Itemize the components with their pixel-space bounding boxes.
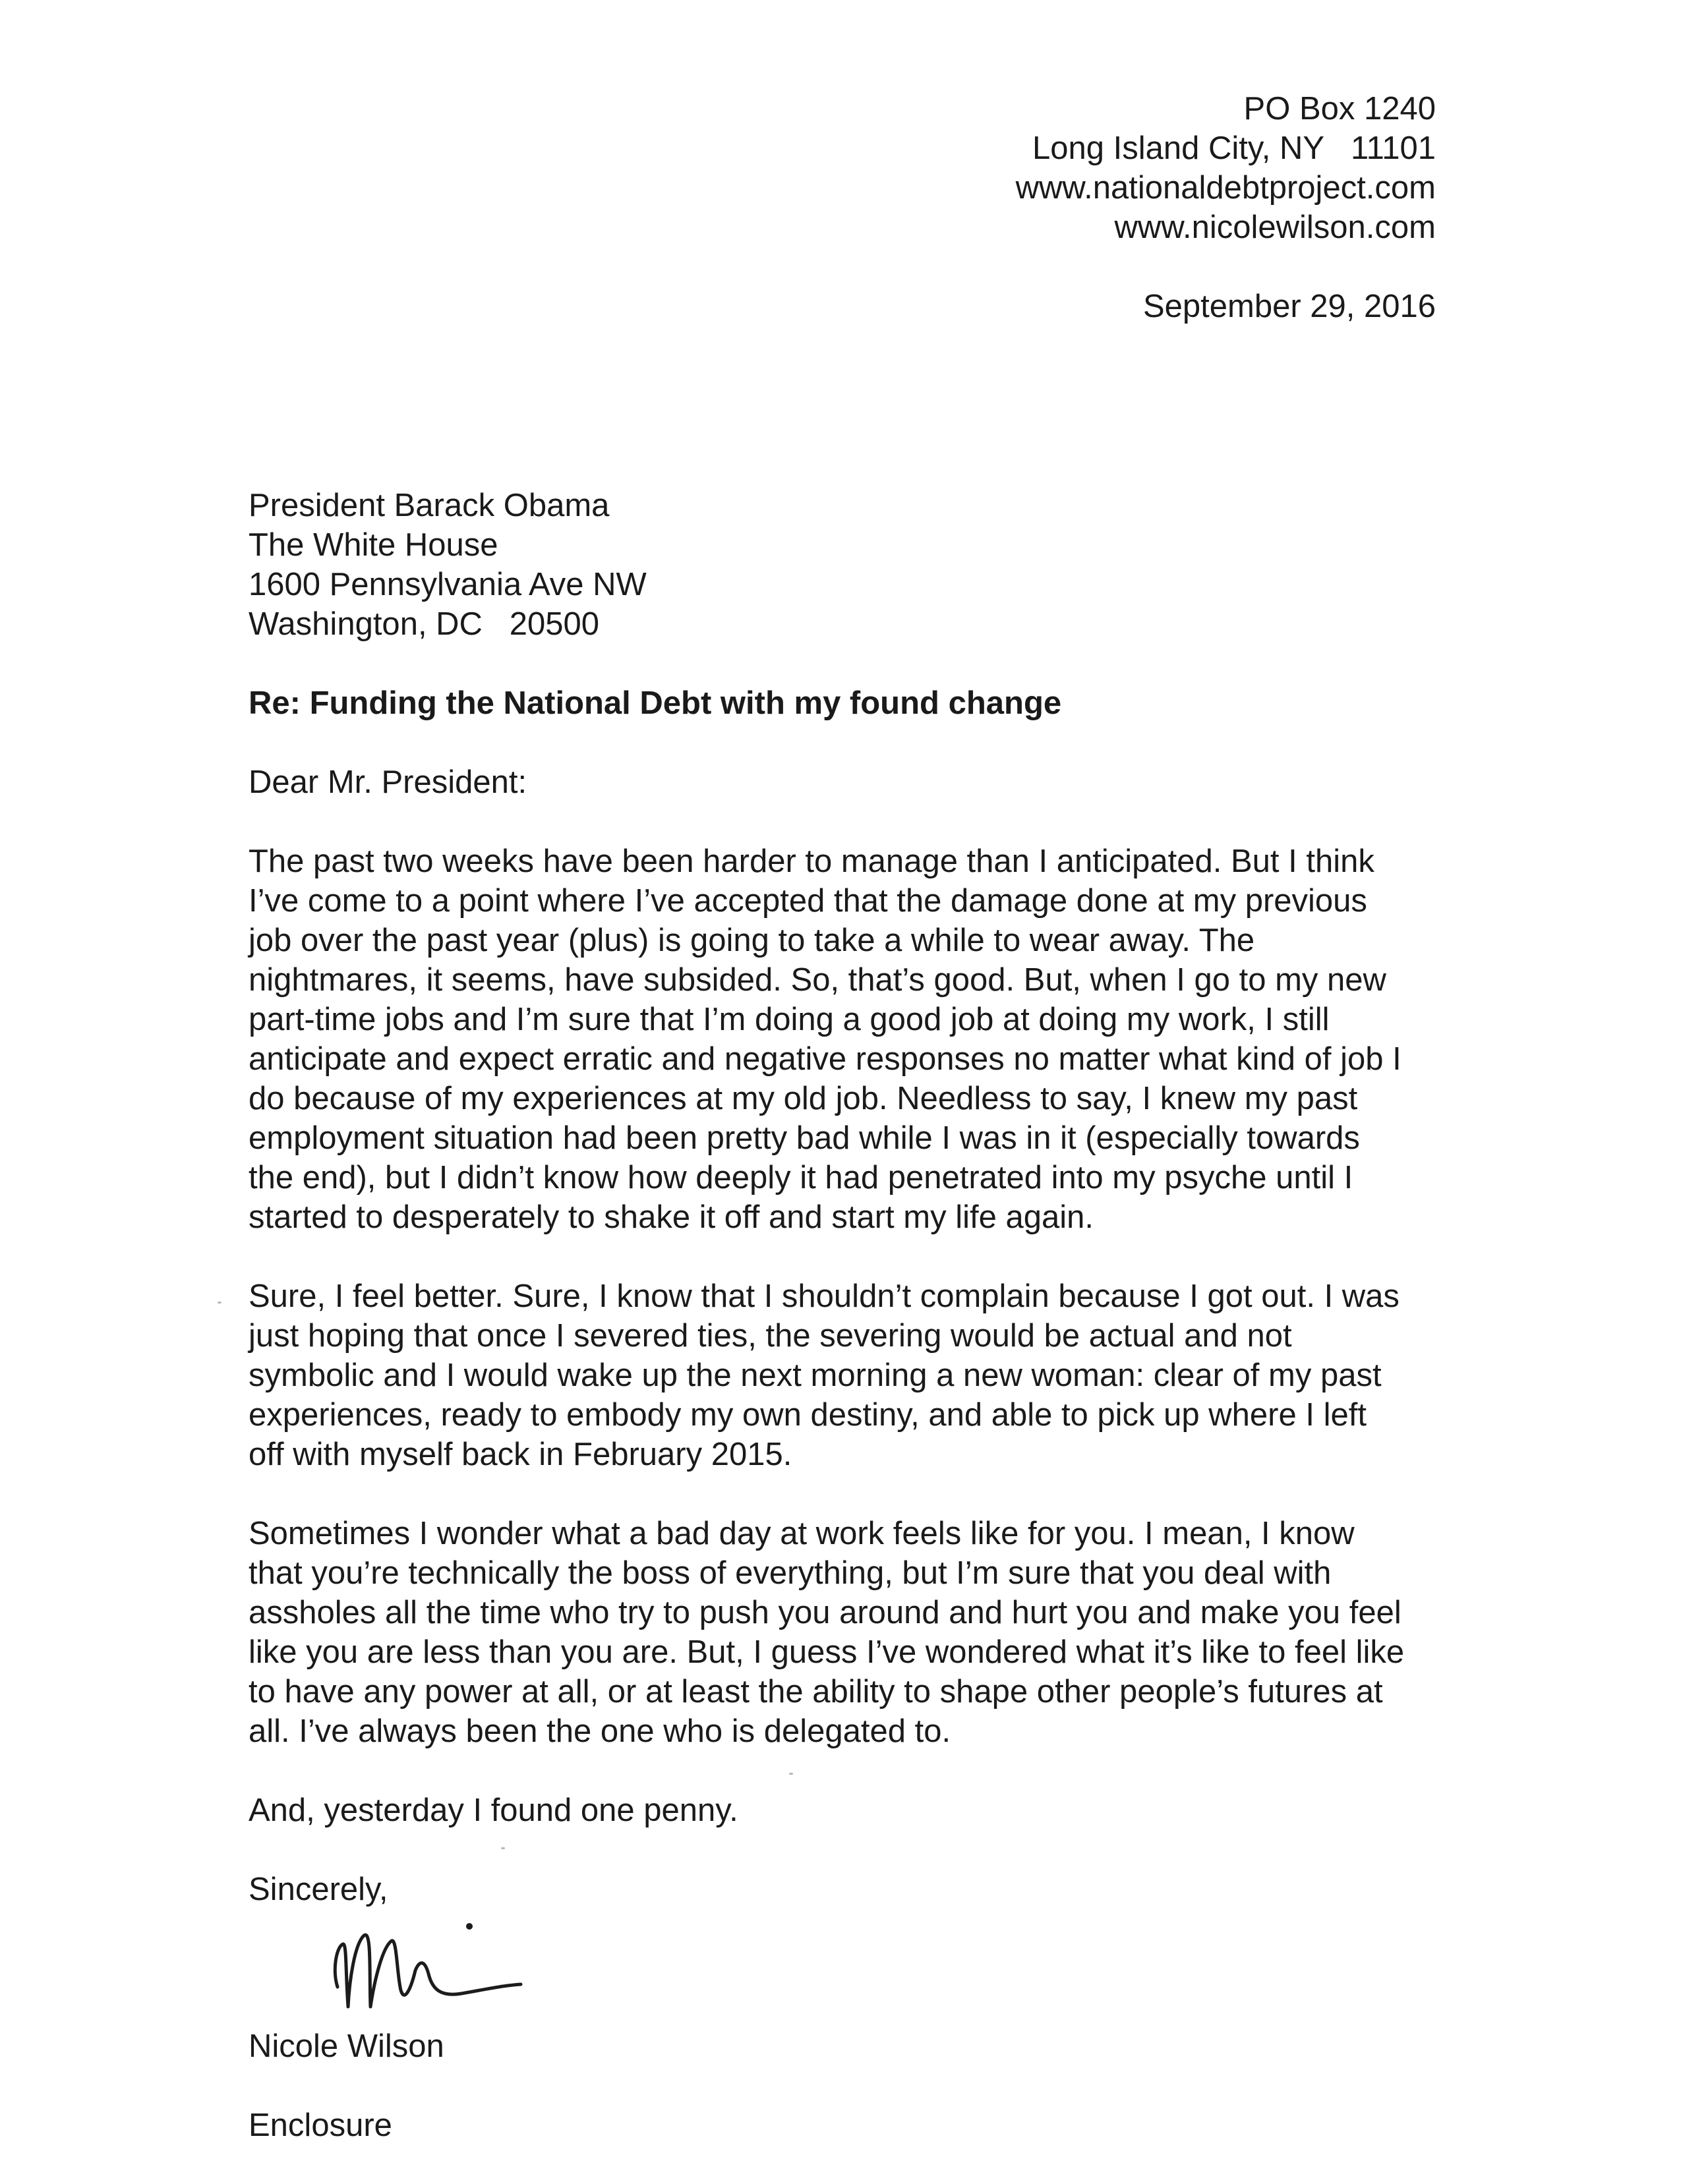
salutation: Dear Mr. President: [249, 764, 527, 800]
paragraph-line: to have any power at all, or at least the ability to shape other people’s futures at [249, 1674, 1383, 1710]
paragraph-line: started to desperately to shake it off and start my life again. [249, 1199, 1094, 1235]
paragraph-line: the end), but I didn’t know how deeply it had penetrated into my psyche until I [249, 1160, 1353, 1195]
paragraph-line: just hoping that once I severed ties, the severing would be actual and not [249, 1318, 1292, 1354]
paragraph-line: assholes all the time who try to push you around and hurt you and make you feel [249, 1595, 1401, 1630]
paragraph-line: The past two weeks have been harder to manage than I anticipated. But I think [249, 844, 1374, 879]
paragraph-line: that you’re technically the boss of everything, but I’m sure that you deal with [249, 1555, 1332, 1591]
paragraph-line: Sure, I feel better. Sure, I know that I shouldn’t complain because I got out. I was [249, 1279, 1400, 1314]
scan-speck [789, 1773, 793, 1775]
paragraph-line: job over the past year (plus) is going to take a while to wear away. The [249, 923, 1255, 958]
body-paragraph [249, 1791, 1461, 1830]
letter-date: September 29, 2016 [1142, 289, 1436, 324]
sender-address-line: PO Box 1240 [1243, 91, 1436, 127]
recipient-line: Washington, DC 20500 [249, 606, 600, 642]
paragraph-line: like you are less than you are. But, I guess I’ve wondered what it’s like to feel like [249, 1634, 1405, 1670]
paragraph-line: part-time jobs and I’m sure that I’m doing a good job at doing my work, I still [249, 1002, 1330, 1037]
recipient-address [249, 486, 647, 644]
signer-name: Nicole Wilson [249, 2028, 444, 2064]
sender-website-line: www.nicolewilson.com [1114, 210, 1436, 245]
body-paragraph [249, 842, 1461, 1237]
sender-website-line: www.nationaldebtproject.com [1015, 170, 1436, 206]
body-paragraph [249, 1277, 1461, 1474]
paragraph-line: symbolic and I would wake up the next morning a new woman: clear of my past [249, 1358, 1382, 1393]
complimentary-closing: Sincerely, [249, 1872, 388, 1907]
paragraph-line: Sometimes I wonder what a bad day at work feels like for you. I mean, I know [249, 1516, 1355, 1551]
paragraph-line: anticipate and expect erratic and negative responses no matter what kind of job I [249, 1041, 1401, 1077]
recipient-line: 1600 Pennsylvania Ave NW [249, 567, 647, 602]
subject-line: Re: Funding the National Debt with my found change [249, 685, 1062, 721]
scan-speck [218, 1302, 221, 1304]
body-paragraph [249, 1514, 1461, 1751]
sender-address-line: Long Island City, NY 11101 [1032, 130, 1436, 166]
paragraph-line: off with myself back in February 2015. [249, 1437, 792, 1472]
paragraph-line: all. I’ve always been the one who is delegated to. [249, 1713, 951, 1749]
recipient-line: President Barack Obama [249, 488, 610, 523]
paragraph-line: I’ve come to a point where I’ve accepted that the damage done at my previous [249, 883, 1367, 919]
recipient-line: The White House [249, 527, 498, 563]
paragraph-line: employment situation had been pretty bad while I was in it (especially towards [249, 1120, 1360, 1156]
scan-speck [501, 1847, 505, 1849]
sender-address [1016, 89, 1436, 247]
paragraph-line: And, yesterday I found one penny. [249, 1793, 738, 1828]
enclosure-notation: Enclosure [249, 2108, 392, 2143]
paragraph-line: do because of my experiences at my old job. Needless to say, I knew my past [249, 1081, 1358, 1116]
handwritten-signature-icon [323, 1908, 547, 2023]
paragraph-line: nightmares, it seems, have subsided. So, that’s good. But, when I go to my new [249, 962, 1386, 998]
paragraph-line: experiences, ready to embody my own destiny, and able to pick up where I left [249, 1397, 1367, 1433]
